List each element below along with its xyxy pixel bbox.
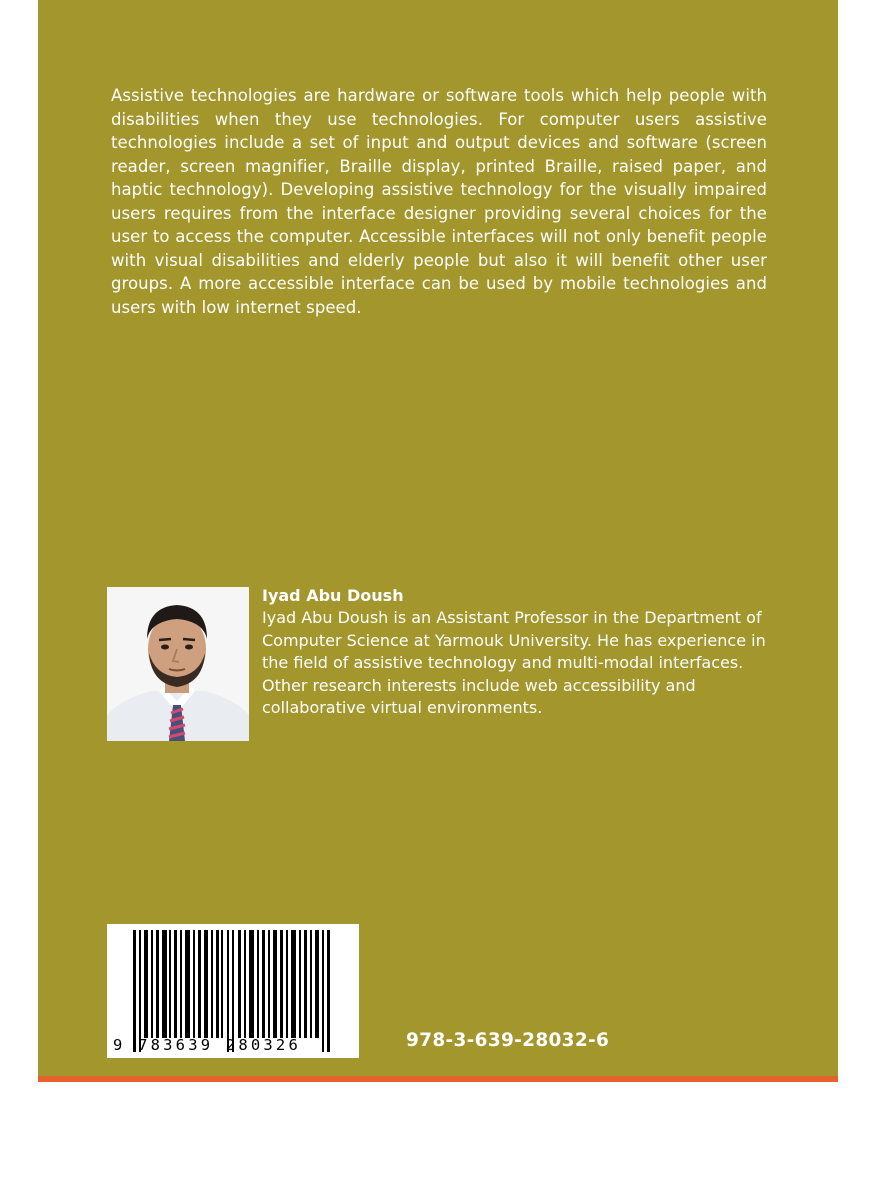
isbn-number: 978-3-639-28032-6	[406, 1030, 610, 1051]
bottom-accent-rule	[38, 1076, 838, 1082]
author-photo	[107, 587, 249, 741]
isbn-barcode	[107, 924, 359, 1058]
author-bio: Iyad Abu Doush is an Assistant Professor in the Department of Computer Science at Yarmouk University. He has experience in the field of assistive technology and multi-modal interfaces. Other research interests include web accessibility and collaborative virtual environments.	[262, 608, 766, 717]
barcode-digits: 9 783639 280326	[113, 1036, 301, 1054]
author-name: Iyad Abu Doush	[262, 586, 404, 605]
book-blurb: Assistive technologies are hardware or software tools which help people with disabilities when they use technologies. For computer users assistive technologies include a set of input and output devices and software (screen reader, screen magnifier, Braille display, printed Braille, raised paper, and haptic technology). Developing assistive technology for the visually impaired users requires from the interface designer providing several choices for the user to access the computer. Accessible interfaces will not only benefit people with visual disabilities and elderly people but also it will benefit other user groups. A more accessible interface can be used by mobile technologies and users with low internet speed.	[111, 86, 767, 317]
